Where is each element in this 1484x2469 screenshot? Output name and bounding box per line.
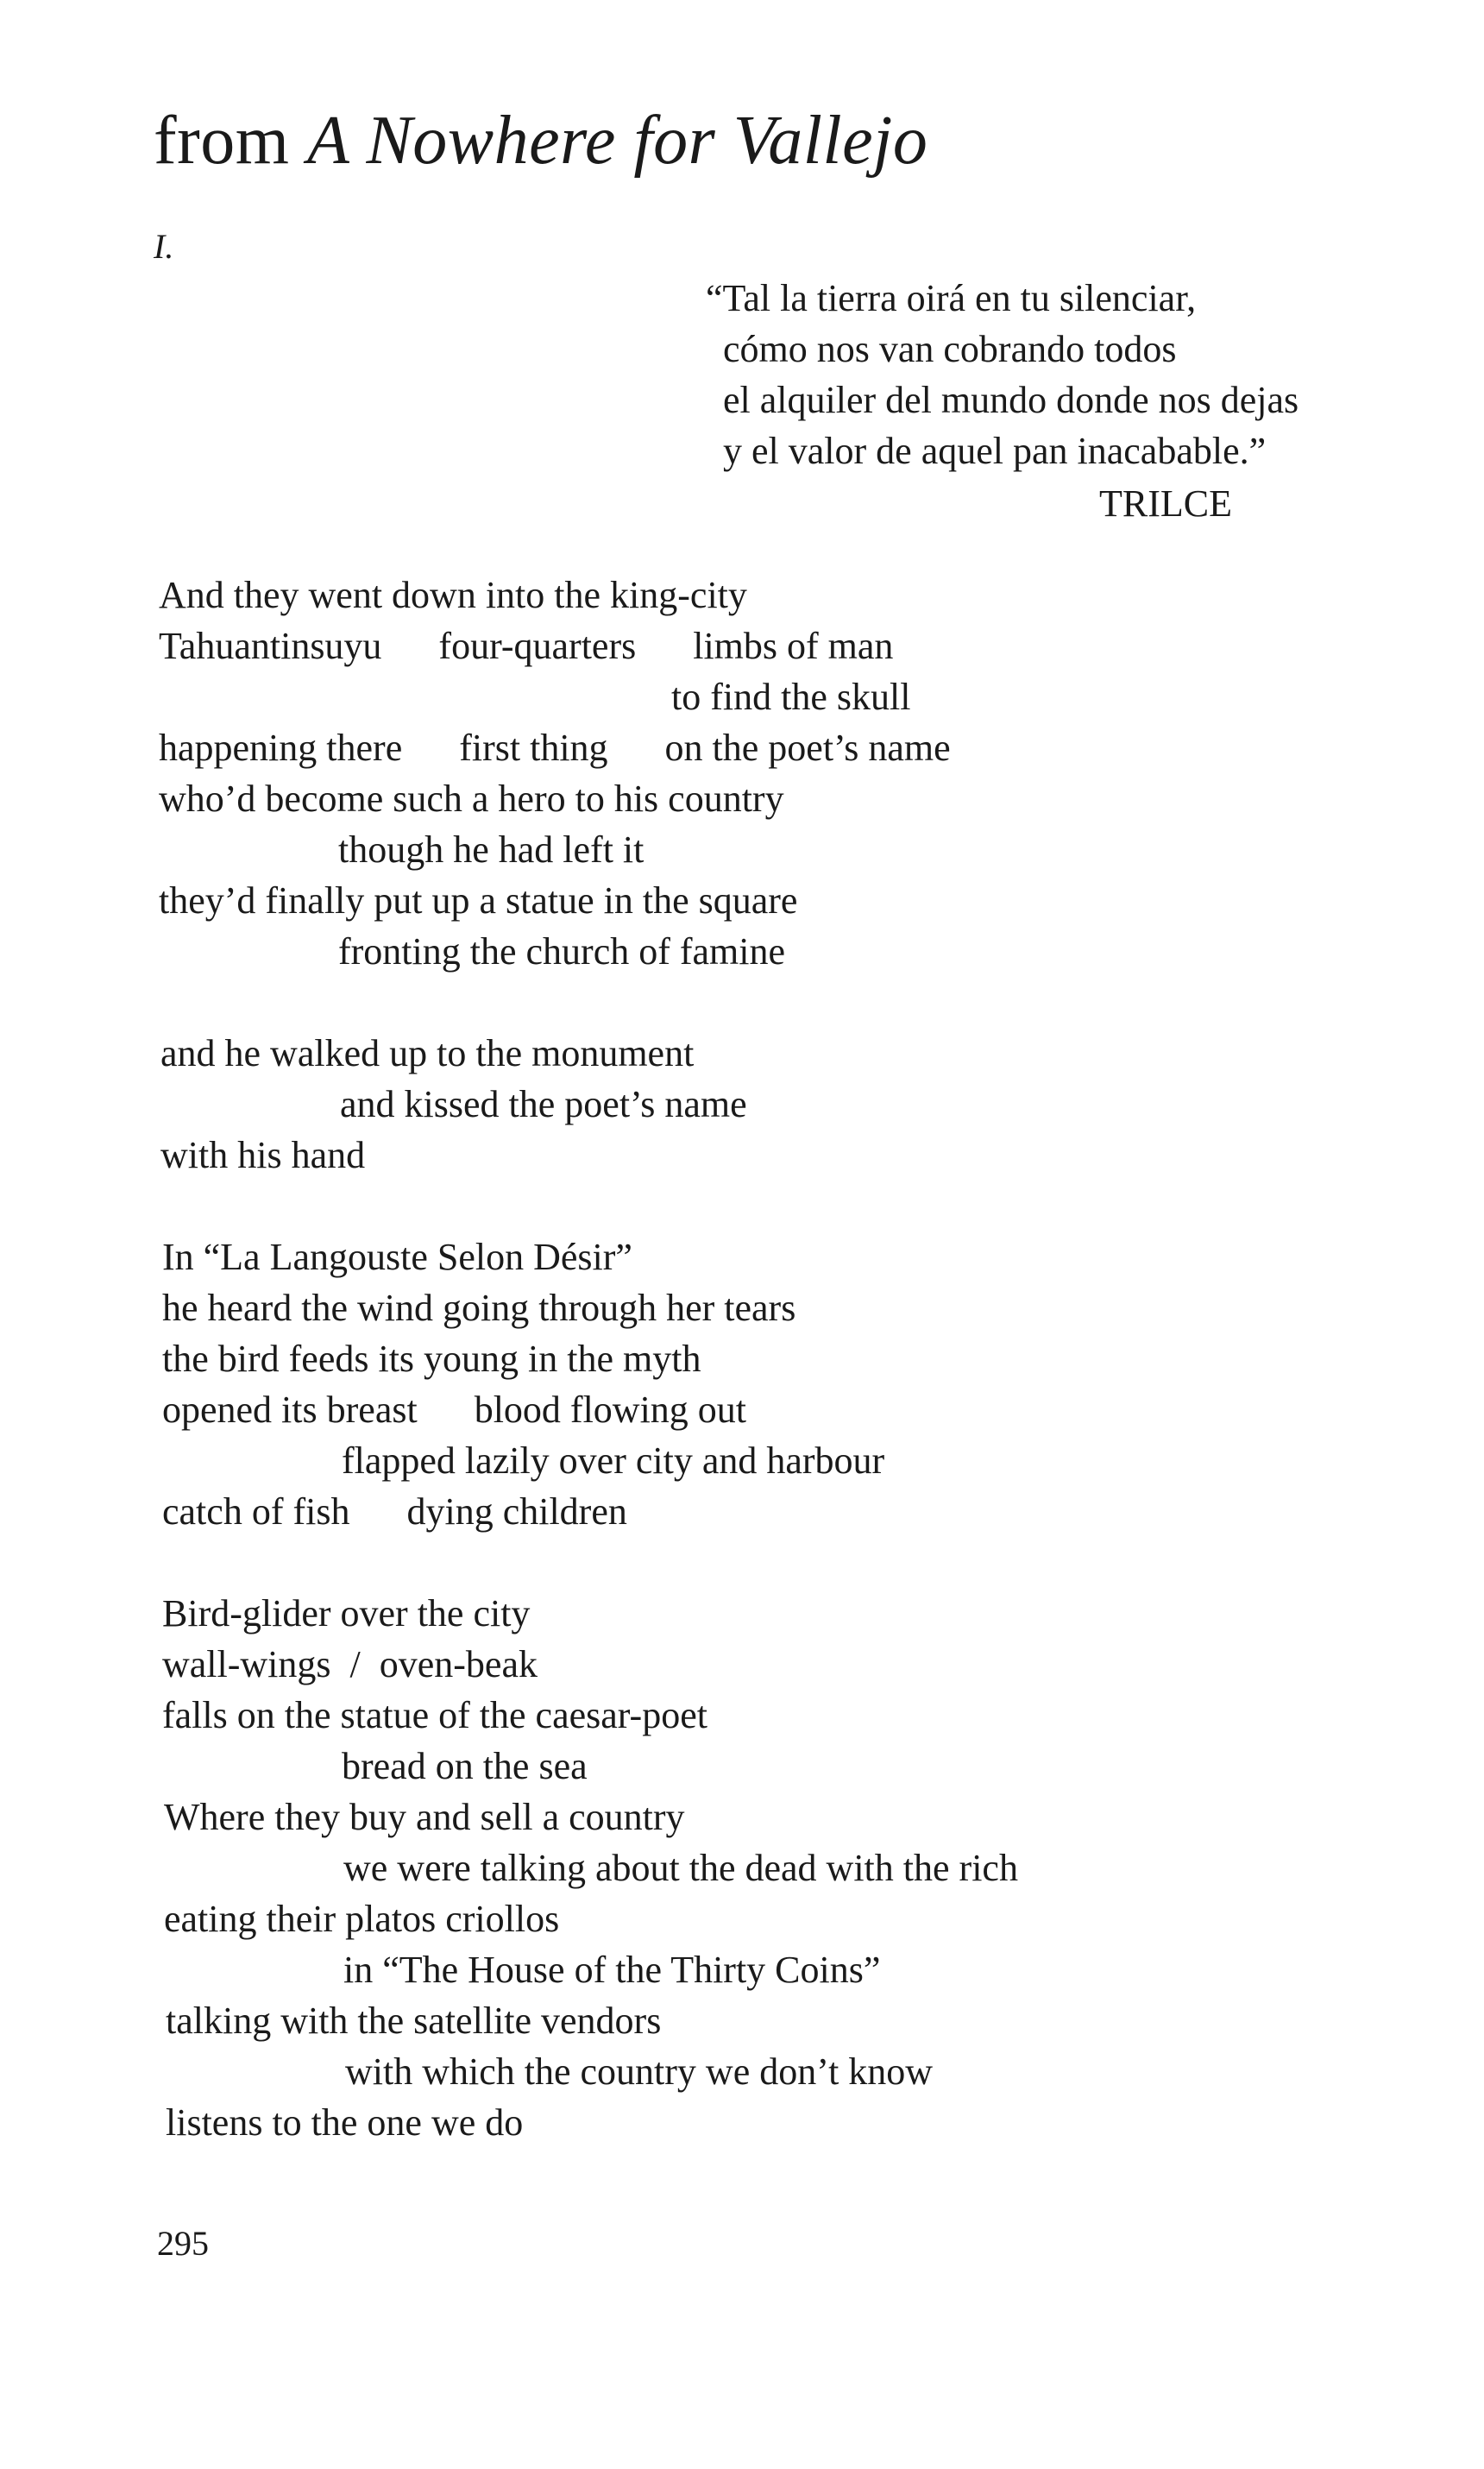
poem-line: he heard the wind going through her tears [162, 1287, 796, 1329]
poem-line: In “La Langouste Selon Désir” [162, 1236, 632, 1278]
poem-line: Bird-glider over the city [162, 1592, 531, 1634]
poem-line: they’d finally put up a statue in the square [159, 879, 798, 922]
poem-line: the bird feeds its young in the myth [162, 1338, 701, 1380]
page-number: 295 [157, 2224, 209, 2263]
poem-line: in “The House of the Thirty Coins” [343, 1949, 881, 1991]
epigraph-line: “Tal la tierra oirá en tu silenciar, [706, 277, 1197, 319]
poem-line: with which the country we don’t know [345, 2050, 934, 2093]
poem-line: happening there first thing on the poet’s name [159, 727, 951, 769]
epigraph-line: cómo nos van cobrando todos [723, 328, 1177, 370]
poem-line: who’d become such a hero to his country [159, 778, 784, 820]
poem-line: to find the skull [671, 676, 911, 718]
poem-line: though he had left it [338, 828, 645, 871]
poem-line: eating their platos criollos [164, 1898, 560, 1940]
poem-line: listens to the one we do [166, 2101, 524, 2144]
epigraph-line: el alquiler del mundo donde nos dejas [723, 379, 1299, 421]
epigraph-attribution: TRILCE [1099, 482, 1232, 525]
poem-line: fronting the church of famine [338, 930, 786, 973]
title-prefix: from [154, 103, 308, 179]
poem-line: with his hand [160, 1134, 366, 1176]
poem-line: wall-wings / oven-beak [162, 1643, 538, 1685]
poem-title [154, 102, 928, 180]
poem-line: catch of fish dying children [162, 1490, 627, 1533]
poem-line: flapped lazily over city and harbour [342, 1439, 885, 1482]
poem-line: we were talking about the dead with the rich [343, 1847, 1018, 1889]
poem-line: and he walked up to the monument [160, 1032, 695, 1074]
poem-line: talking with the satellite vendors [166, 2000, 662, 2042]
epigraph-line: y el valor de aquel pan inacabable.” [723, 430, 1267, 472]
poem-line: opened its breast blood flowing out [162, 1389, 747, 1431]
section-number: I. [154, 227, 174, 266]
poem-line: and kissed the poet’s name [340, 1083, 747, 1125]
title-italic: A Nowhere for Vallejo [307, 103, 928, 179]
poem-line: falls on the statue of the caesar-poet [162, 1694, 707, 1736]
poem-line: Tahuantinsuyu four-quarters limbs of man [159, 625, 894, 667]
poem-line: bread on the sea [342, 1745, 588, 1787]
poem-line: And they went down into the king-city [159, 574, 747, 616]
poem-line: Where they buy and sell a country [164, 1796, 685, 1838]
